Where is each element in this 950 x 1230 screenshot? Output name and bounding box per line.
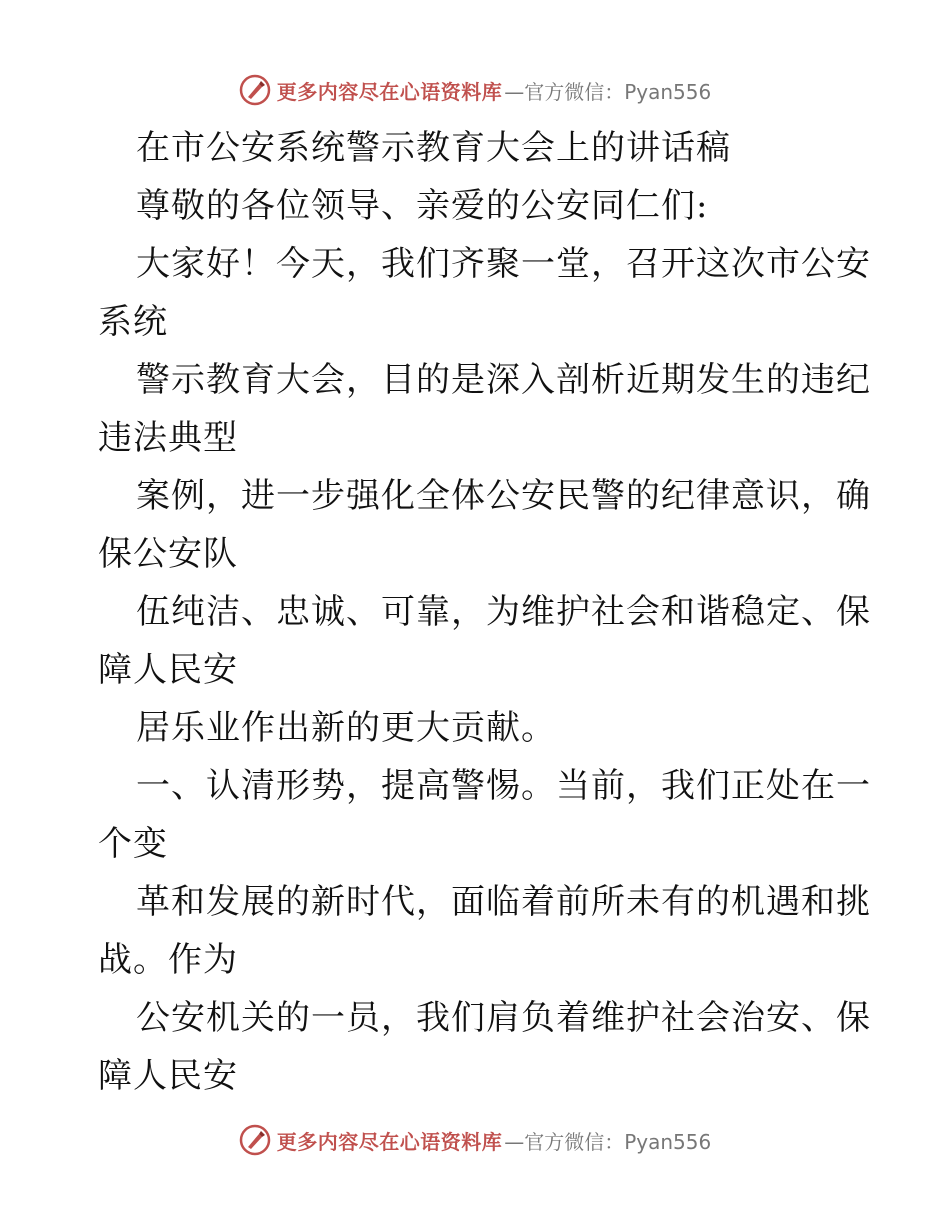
header-banner (0, 70, 950, 110)
banner-suffix-text: —官方微信：Pyan556 (504, 79, 712, 104)
banner-main-text: 更多内容尽在心语资料库 (276, 1129, 503, 1154)
paragraph-line: 障人民安 (98, 1056, 238, 1096)
section-heading-line: 一、认清形势，提高警惕。当前，我们正处在一 (136, 766, 871, 806)
footer-banner (0, 1120, 950, 1160)
pen-logo-icon (239, 1124, 271, 1156)
paragraph-line: 革和发展的新时代，面临着前所未有的机遇和挑 (136, 882, 871, 922)
paragraph-line: 案例，进一步强化全体公安民警的纪律意识，确 (136, 476, 871, 516)
paragraph-line: 违法典型 (98, 418, 238, 458)
paragraph-line: 保公安队 (98, 534, 238, 574)
salutation: 尊敬的各位领导、亲爱的公安同仁们: (136, 186, 709, 226)
banner-main-text: 更多内容尽在心语资料库 (276, 79, 503, 104)
paragraph-line: 大家好！今天，我们齐聚一堂，召开这次市公安 (136, 244, 871, 284)
paragraph-line: 战。作为 (98, 940, 238, 980)
paragraph-line: 伍纯洁、忠诚、可靠，为维护社会和谐稳定、保 (136, 592, 871, 632)
banner-suffix-text: —官方微信：Pyan556 (504, 1129, 712, 1154)
paragraph-line: 个变 (98, 824, 168, 864)
paragraph-line: 公安机关的一员，我们肩负着维护社会治安、保 (136, 998, 871, 1038)
paragraph-line: 警示教育大会，目的是深入剖析近期发生的违纪 (136, 360, 871, 400)
paragraph-line: 系统 (98, 302, 168, 342)
paragraph-line: 障人民安 (98, 650, 238, 690)
document-title: 在市公安系统警示教育大会上的讲话稿 (136, 128, 731, 168)
pen-logo-icon (239, 74, 271, 106)
paragraph-line: 居乐业作出新的更大贡献。 (136, 708, 556, 748)
